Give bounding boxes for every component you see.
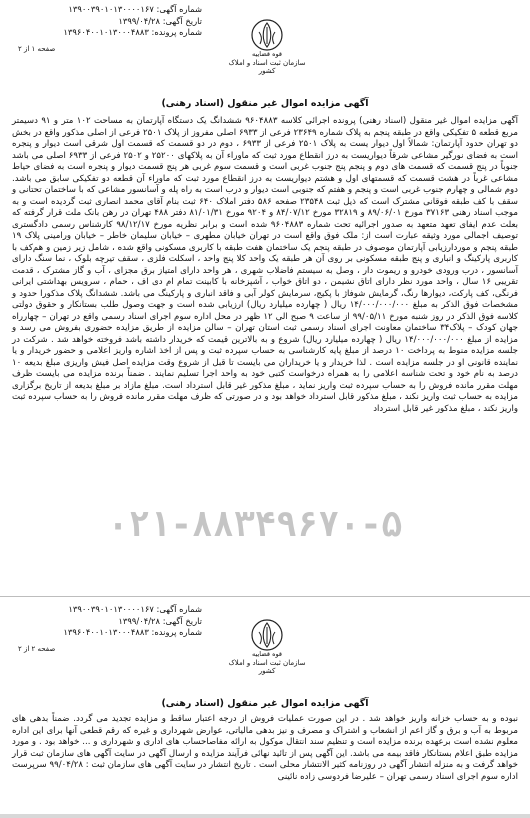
org-judiciary: قوه قضاییه: [252, 650, 282, 658]
page-number: صفحه ۱ از ۲: [18, 45, 56, 53]
ad-number: شماره آگهی: ۱۳۹۰۰۳۹۰۱۰۱۳۰۰۰۰۱۶۷: [68, 4, 202, 14]
page-number: صفحه ۲ از ۲: [18, 645, 56, 653]
page-divider: [0, 596, 530, 597]
org-registry: سازمان ثبت اسناد و املاک کشور: [228, 659, 306, 675]
registry-emblem: [227, 18, 307, 75]
bottom-strip: [0, 814, 530, 818]
org-registry: سازمان ثبت اسناد و املاک کشور: [228, 59, 306, 75]
document-title: آگهی مزایده اموال غیر منقول (اسناد رهنی): [161, 698, 369, 709]
document-page-2: [12, 604, 518, 814]
ad-meta: [12, 604, 202, 639]
ad-date: تاریخ آگهی: ۱۳۹۹/۰۴/۲۸: [118, 615, 202, 626]
document-body: آگهی مزایده اموال غیر منقول (اسناد رهنی) پرونده اجرائی کلاسه ۹۶۰۴۸۸۳ ششدانگ یک دستگاه آپارتمان به مساحت ۱۰۲ متر و ۹۱ دسیمتر مربع قطعه ۵ تفکیکی واقع در طبقه پنجم به پلاک شماره ۲۳۶۴۹ فرعی از ۶۹۳۳ اصلی مفروز از پلاک ۲۵۰۱ فرعی از اصلی مذکور واقع در بخش دو تهران حدود آپارتمان: شمالاً اول دیوار یست به پلاک ۲۵۰۱ فرعی از ۶۹۳۳ ، دوم در دو قسمت که قسمت اول شرقی است دیوار و پنجره است به فضای نورگیر مشاعی شرقاً دیواریست به درز انقطاع مورد ثبت که ماوراء آن به پلاکهای ۲۵۲۰۰ و ۲۵۰۲ فرعی از ۶۹۳۳ اصلی می باشد جنوباً در پنج قسمت که قسمت های دوم و پنجم پنج جنوب غربی است و قسمت سوم غربی هر پنج قسمت دیوار و پنجره است به فضای حیاط مشاعی غرباً در هشت قسمت که قسمتهای اول و هشتم دیواریست به درز انقطاع مورد ثبت که ماوراء آن قطعه دو تفکیکی سابق می باشد. دوم شمالی و چهارم جنوب غربی است و پنجم و هفتم که جنوبی است دیوار و درب است به راه پله و آسانسور مشاعی که با ساختمان تحتانی و سقف با کف طبقه فوقانی مشترک است که ذیل ثبت ۲۳۵۴۸ صفحه ۵۸۶ دفتر املاک ۶۴۰ ثبت بنام آقای محمد انصاری ثبت گردیده است و به موجب اسناد رهنی ۳۷۱۶۳ مورخ ۸۹/۰۶/۰۱ و ۳۲۸۱۹ مورخ ۸۴/۰۷/۱۲ و ۹۲۰۴ مورخ ۸۱/۰۱/۳۱ دفتر ۴۸۸ تهران در رهن بانک ملت قرار گرفته که بعلت عدم ایفای تعهد متعهد به صدور اجرائیه تحت شماره ۹۶۰۴۸۸۳ شده است و برابر نظریه مورخ ۹۸/۱۲/۱۷ کارشناس رسمی دادگستری توصیف اجمالی مورد وثیقه عبارت است از: ملک فوق واقع است در تهران خیابان مطهری – خیابان سلیمان خاطر – خیابان ورامینی پلاک ۱۹ طبقه پنجم و موردارزیابی آپارتمان موصوف در طبقه پنجم یک ساختمان هفت طبقه با کاربری مسکونی واقع شده ، شامل زیر زمین و هم‌کف با کاربری پارکینگ و انباری و پنج طبقه مسکونی بر روی آن هر طبقه یک واحد کلا پنج واحد ، اسکلت فلزی ، سقف تیرچه بلوک ، نما سنگ دارای آسانسور ، درب ورودی خودرو و ریموت دار ، وصل به سیستم فاضلاب شهری ، هر واحد دارای امتیاز برق مجزای ، آب و گاز مشترک ، قدمت تقریبی ۱۶ سال ، واحد مورد نظر دارای اتاق نشیمن ، دو اتاق خواب ، آشپزخانه با کابینت تمام ام دی اف ، حمام ، سرویس بهداشتی ایرانی فرنگی، کف پارکت، دیوارها رنگ، گرمایش شوفاژ با پکیج، سرمایش کولر آبی و فاقد انباری و پارکینگ می باشد. ششدانگ پلاک مذکورا حدود و مشخصات فوق الذکر به مبلغ ۱۴/۰۰۰/۰۰۰/۰۰۰ ریال ( چهارده میلیارد ریال) ارزیابی شده است و جهت وصول طلب بستانکار و حقوق دولتی کلاسه فوق الذکر در روز شنبه مورخ ۹۹/۰۵/۱۱ از ساعت ۹ صبح الی ۱۲ ظهر در محل اداره سوم اجرای اسناد رسمی واقع در تهران – چهارراه جهان کودک – پلاک۳۴ ساختمان معاونت اجرای اسناد رسمی ثبت استان تهران – سالن مزایده از طریق مزایده حضوری بفروش می رسد و مزایده از مبلغ ۱۴/۰۰۰/۰۰۰/۰۰۰ ریال ( چهارده میلیارد ریال) شروع و به بالاترین قیمت که خریدار داشته باشد فروخته خواهد شد . شرکت در جلسه مزایده منوط به پرداخت ۱۰ درصد از مبلغ پایه کارشناسی به حساب سپرده ثبت و پس از اخذ اشاره واریز اعلامی و حضور خریدار و یا نماینده قانونی او در جلسه مزایده است . لذا خریدار و یا خریداران می بایست تا قبل از شروع وقت مزایده اصل فیش واریزی مبلغ بدیعه ۱۰ درصد به نام خود و تحت شناسه اعلامی را به همراه درخواست کتبی خود به واحد اجرا تسلیم نمایند . ضمناً برنده مزایده می بایست ظرف مهلت مقرر مانده فروش را به حساب سپرده ثبت واریز نماید ، مبلغ مذکور غیر قابل استرداد است. مبلغ مازاد بر مبلغ بدیعه از تاریخ برگزاری مزایده به حساب ثبت واریز نکند ، مبلغ مذکور قابل استرداد خواهد بود و در صورتی که ظرف مهلت مقرر مانده فروش را به حساب سپرده ثبت واریز نکند ، مبلغ مذکور غیر قابل استرداد: [12, 116, 519, 414]
registry-emblem: [227, 618, 307, 675]
phone-watermark: ۰۲۱-۸۸۳۴۹۶۷۰-۵: [107, 505, 403, 545]
case-number: شماره پرونده: ۱۳۹۶۰۴۰۰۱۰۱۳۰۰۰۴۸۸۳: [63, 27, 202, 37]
document-body: نبوده و به حساب خزانه واریز خواهد شد . در این صورت عملیات فروش از درجه اعتبار ساقط و مزایده تجدید می گردد. ضمناً بدهی های مربوط به آب و برق و گاز اعم از انشعاب و اشتراک و مصرف و نیز بدهی مالیاتی، عوارض شهرداری و غیره که رقم قطعی آنها برای این اداره معلوم نشده است برعهده برنده مزایده است و تنظیم سند انتقال موکول به ارائه مفاصاحساب های اداری و شهرداری و ... خواهد بود . و مورد مزایده طبق اعلام بستانکار فاقد بیمه می باشد. این آگهی پس از تائید نهائی فرآیند مزایده و ارسال آگهی در سایت آگهی های سازمان ثبت قرار خواهد گرفت و به منزله انتشار آگهی در روزنامه کثیر الانتشار محلی است . تاریخ انتشار در سایت آگهی های سازمان ثبت : ۹۹/۰۴/۲۸ سرپرست اداره سوم اجرای اسناد رسمی تهران – علیرضا فردوسی زاده نائینی: [12, 714, 518, 782]
ad-number: شماره آگهی: ۱۳۹۰۰۳۹۰۱۰۱۳۰۰۰۰۱۶۷: [68, 604, 202, 614]
org-judiciary: قوه قضاییه: [252, 50, 282, 58]
case-number: شماره پرونده: ۱۳۹۶۰۴۰۰۱۰۱۳۰۰۰۴۸۸۳: [63, 627, 202, 637]
document-title: آگهی مزایده اموال غیر منقول (اسناد رهنی): [161, 98, 369, 109]
emblem-icon: [250, 618, 284, 652]
emblem-icon: [250, 18, 284, 52]
ad-meta: [12, 4, 202, 39]
ad-date: تاریخ آگهی: ۱۳۹۹/۰۴/۲۸: [118, 15, 202, 26]
